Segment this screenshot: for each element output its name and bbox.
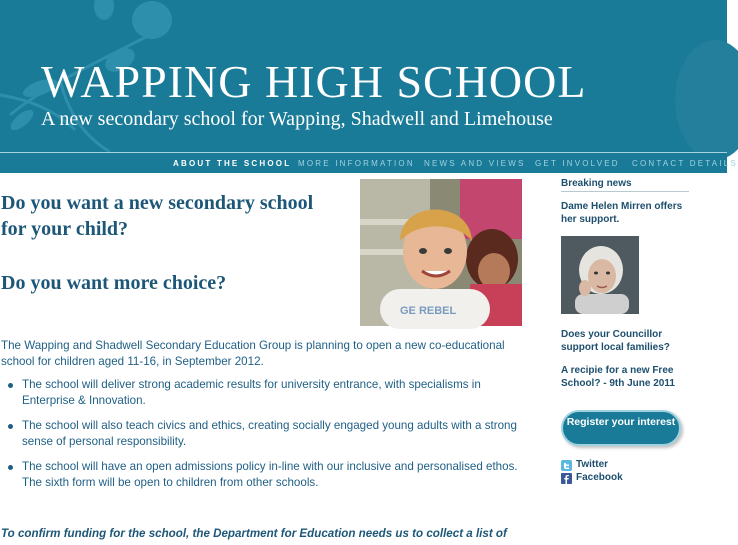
news-link-helen-mirren[interactable]: Dame Helen Mirren offers her support. [561, 201, 683, 225]
funding-call-to-action: To confirm funding for the school, the Department for Education needs us to collect a list of [1, 527, 507, 540]
twitter-label: Twitter [576, 459, 609, 470]
twitter-icon [561, 460, 572, 471]
helen-mirren-photo[interactable] [561, 236, 639, 314]
intro-paragraph: The Wapping and Shadwell Secondary Education Group is planning to open a new co-educational school for children aged 11-16, in September 2012. [1, 339, 505, 368]
headline-line1: Do you want a new secondary school [1, 192, 314, 214]
site-header [0, 0, 727, 152]
facebook-link[interactable] [561, 472, 651, 485]
list-item-text: The school will also teach civics and ethics, creating socially engaged young adults with a strong sense of personal responsibility. [22, 419, 517, 448]
child-photo-illustration [360, 179, 522, 326]
site-tagline: A new secondary school for Wapping, Shadwell and Limehouse [41, 108, 553, 130]
list-item [0, 377, 528, 409]
news-link-free-school-recipe[interactable]: A recipie for a new Free School? - 9th June 2011 [561, 365, 675, 389]
nav-news-and-views[interactable]: NEWS AND VIEWS [424, 159, 526, 168]
list-item-text: The school will deliver strong academic results for university entrance, with specialisms in Enterprise & Innovation. [22, 378, 481, 407]
headline-secondary-school [1, 190, 313, 242]
facebook-icon [561, 473, 572, 484]
site-title: WAPPING HIGH SCHOOL [41, 56, 587, 107]
list-item [0, 418, 528, 450]
school-features-list [0, 377, 528, 500]
main-content [0, 173, 530, 545]
nav-contact-details[interactable]: CONTACT DETAILS [632, 159, 738, 168]
bullet-icon [8, 424, 13, 429]
headline-line2: for your child? [1, 218, 129, 240]
register-interest-button[interactable]: Register your interest [561, 410, 681, 446]
nav-about-the-school[interactable]: ABOUT THE SCHOOL [173, 159, 292, 168]
list-item-text: The school will have an open admissions policy in-line with our inclusive and personalised ethos. The sixth form will be open to children from other schools. [22, 460, 518, 489]
breaking-news-heading: Breaking news [561, 178, 689, 192]
child-photo [360, 179, 522, 326]
portrait-illustration [561, 236, 639, 314]
list-item [0, 459, 528, 491]
bullet-icon [8, 383, 13, 388]
main-nav [0, 152, 738, 173]
facebook-label: Facebook [576, 472, 623, 483]
bullet-icon [8, 465, 13, 470]
nav-get-involved[interactable]: GET INVOLVED [535, 159, 620, 168]
nav-more-information[interactable]: MORE INFORMATION [298, 159, 415, 168]
news-link-councillor[interactable]: Does your Councillor support local families? [561, 329, 670, 353]
twitter-link[interactable] [561, 459, 651, 472]
svg-text:GE REBEL: GE REBEL [400, 305, 457, 317]
headline-more-choice: Do you want more choice? [1, 272, 227, 294]
